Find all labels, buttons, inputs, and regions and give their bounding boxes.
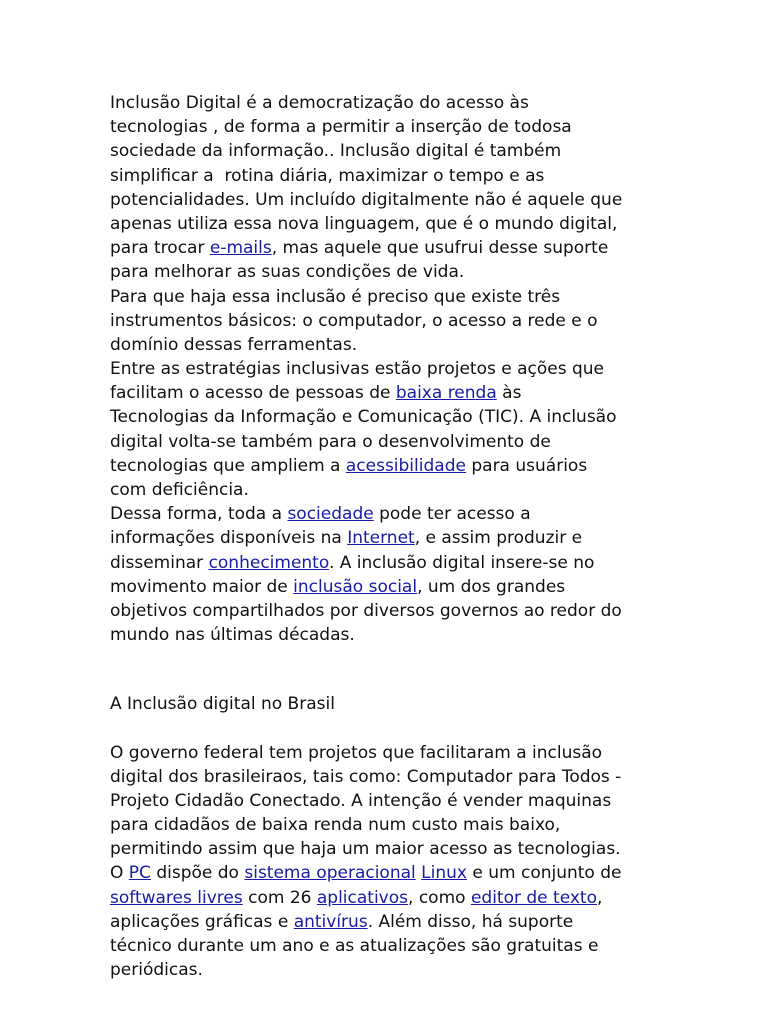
link-conhecimento[interactable]: conhecimento bbox=[208, 552, 329, 573]
paragraph-gap bbox=[110, 717, 670, 741]
link-editor-de-texto[interactable]: editor de texto bbox=[470, 887, 597, 908]
text-line bbox=[110, 741, 670, 765]
text-line bbox=[110, 692, 670, 716]
text-line bbox=[110, 910, 670, 934]
text-run: O bbox=[110, 863, 129, 884]
text-line bbox=[110, 405, 670, 429]
text-run: apenas utiliza essa nova linguagem, que é o mundo digital, bbox=[110, 213, 618, 234]
link-acessibilidade[interactable]: acessibilidade bbox=[345, 455, 466, 476]
text-line bbox=[110, 115, 670, 139]
link-aplicativos[interactable]: aplicativos bbox=[316, 887, 409, 908]
link-inclusao-social[interactable]: inclusão social bbox=[293, 576, 418, 597]
text-run: Inclusão Digital é a democratização do acesso às bbox=[110, 93, 529, 113]
text-line bbox=[110, 599, 670, 623]
text-line bbox=[110, 357, 670, 381]
text-run: potencialidades. Um incluído digitalmente não é aquele que bbox=[110, 189, 623, 210]
text-line bbox=[110, 526, 670, 550]
text-run: O governo federal tem projetos que facilitaram a inclusão bbox=[110, 742, 603, 763]
text-run: , e assim produzir e bbox=[414, 528, 583, 549]
text-run: aplicações gráficas e bbox=[110, 911, 294, 932]
link-antivirus[interactable]: antivírus bbox=[293, 911, 368, 932]
text-run: permitindo assim que haja um maior acesso as tecnologias. bbox=[110, 839, 621, 860]
text-run: instrumentos básicos: o computador, o acesso a rede e o bbox=[110, 310, 598, 331]
text-line bbox=[110, 478, 670, 502]
link-sistema-operacional[interactable]: sistema operacional bbox=[244, 863, 416, 884]
text-run: mundo nas últimas décadas. bbox=[110, 625, 355, 646]
text-line bbox=[110, 765, 670, 789]
text-run: A Inclusão digital no Brasil bbox=[110, 694, 335, 715]
text-run: dispõe do bbox=[150, 863, 245, 884]
text-run: . Além disso, há suporte bbox=[367, 911, 574, 932]
text-line bbox=[110, 188, 670, 212]
text-run: . A inclusão digital insere-se no bbox=[328, 552, 595, 573]
text-run: Entre as estratégias inclusivas estão projetos e ações que bbox=[110, 359, 604, 380]
text-run: às bbox=[496, 383, 522, 404]
text-line bbox=[110, 623, 670, 647]
text-line bbox=[110, 285, 670, 309]
text-run: Tecnologias da Informação e Comunicação (TIC). A inclusão bbox=[110, 407, 617, 428]
text-run: movimento maior de bbox=[110, 576, 294, 597]
text-line bbox=[110, 861, 670, 885]
text-run: para cidadãos de baixa renda num custo mais baixo, bbox=[110, 815, 561, 836]
text-run: sociedade da informação.. Inclusão digital é também bbox=[110, 141, 562, 162]
text-run: Dessa forma, toda a bbox=[110, 504, 288, 525]
paragraph-gap bbox=[110, 647, 670, 692]
text-run: periódicas. bbox=[110, 960, 203, 981]
text-run: Para que haja essa inclusão é preciso que existe três bbox=[110, 286, 561, 307]
text-run: tecnologias que ampliem a bbox=[110, 455, 346, 476]
text-run: tecnologias , de forma a permitir a inserção de todosa bbox=[110, 117, 572, 138]
text-line bbox=[110, 430, 670, 454]
text-run: para melhorar as suas condições de vida. bbox=[110, 262, 465, 283]
text-run: técnico durante um ano e as atualizações são gratuitas e bbox=[110, 936, 599, 956]
text-line bbox=[110, 236, 670, 260]
text-run: Projeto Cidadão Conectado. A intenção é vender maquinas bbox=[110, 790, 612, 811]
text-line bbox=[110, 309, 670, 333]
link-linux[interactable]: Linux bbox=[421, 863, 467, 884]
document-page bbox=[110, 91, 670, 982]
text-line bbox=[110, 333, 670, 357]
text-run: objetivos compartilhados por diversos governos ao redor do bbox=[110, 600, 622, 621]
text-line bbox=[110, 164, 670, 188]
text-run: domínio dessas ferramentas. bbox=[110, 334, 358, 355]
text-run: , bbox=[596, 887, 603, 908]
text-line bbox=[110, 837, 670, 861]
text-line bbox=[110, 454, 670, 478]
text-run: com 26 bbox=[242, 887, 317, 908]
text-run: e um conjunto de bbox=[466, 863, 622, 884]
text-line bbox=[110, 575, 670, 599]
text-line bbox=[110, 381, 670, 405]
text-run: para usuários bbox=[465, 455, 588, 476]
text-run: digital volta-se também para o desenvolvimento de bbox=[110, 431, 551, 452]
text-run: facilitam o acesso de pessoas de bbox=[110, 383, 396, 404]
text-line bbox=[110, 139, 670, 163]
text-run: simplificar a rotina diária, maximizar o tempo e as bbox=[110, 165, 545, 186]
text-line bbox=[110, 789, 670, 813]
text-line bbox=[110, 551, 670, 575]
text-run: informações disponíveis na bbox=[110, 528, 348, 549]
link-pc[interactable]: PC bbox=[128, 863, 151, 884]
text-run: para trocar bbox=[110, 238, 210, 259]
text-run: , mas aquele que usufrui desse suporte bbox=[271, 238, 609, 259]
link-baixa-renda[interactable]: baixa renda bbox=[395, 383, 497, 404]
paragraph bbox=[110, 741, 670, 983]
text-run: disseminar bbox=[110, 552, 209, 573]
text-line bbox=[110, 212, 670, 236]
text-line bbox=[110, 502, 670, 526]
link-internet[interactable]: Internet bbox=[347, 528, 415, 549]
text-run: pode ter acesso a bbox=[373, 504, 531, 525]
text-line bbox=[110, 91, 670, 115]
text-line bbox=[110, 958, 670, 982]
link-sociedade[interactable]: sociedade bbox=[287, 504, 374, 525]
text-line bbox=[110, 934, 670, 958]
text-run: digital dos brasileiraos, tais como: Computador para Todos - bbox=[110, 766, 622, 787]
text-run: , como bbox=[408, 887, 471, 908]
text-run: , um dos grandes bbox=[417, 576, 566, 597]
link-softwares-livres[interactable]: softwares livres bbox=[110, 887, 243, 908]
text-run: com deficiência. bbox=[110, 480, 249, 500]
paragraph bbox=[110, 91, 670, 647]
section-heading bbox=[110, 692, 670, 716]
text-line bbox=[110, 260, 670, 284]
link-e-mails[interactable]: e-mails bbox=[209, 238, 272, 259]
text-line bbox=[110, 813, 670, 837]
text-line bbox=[110, 886, 670, 910]
